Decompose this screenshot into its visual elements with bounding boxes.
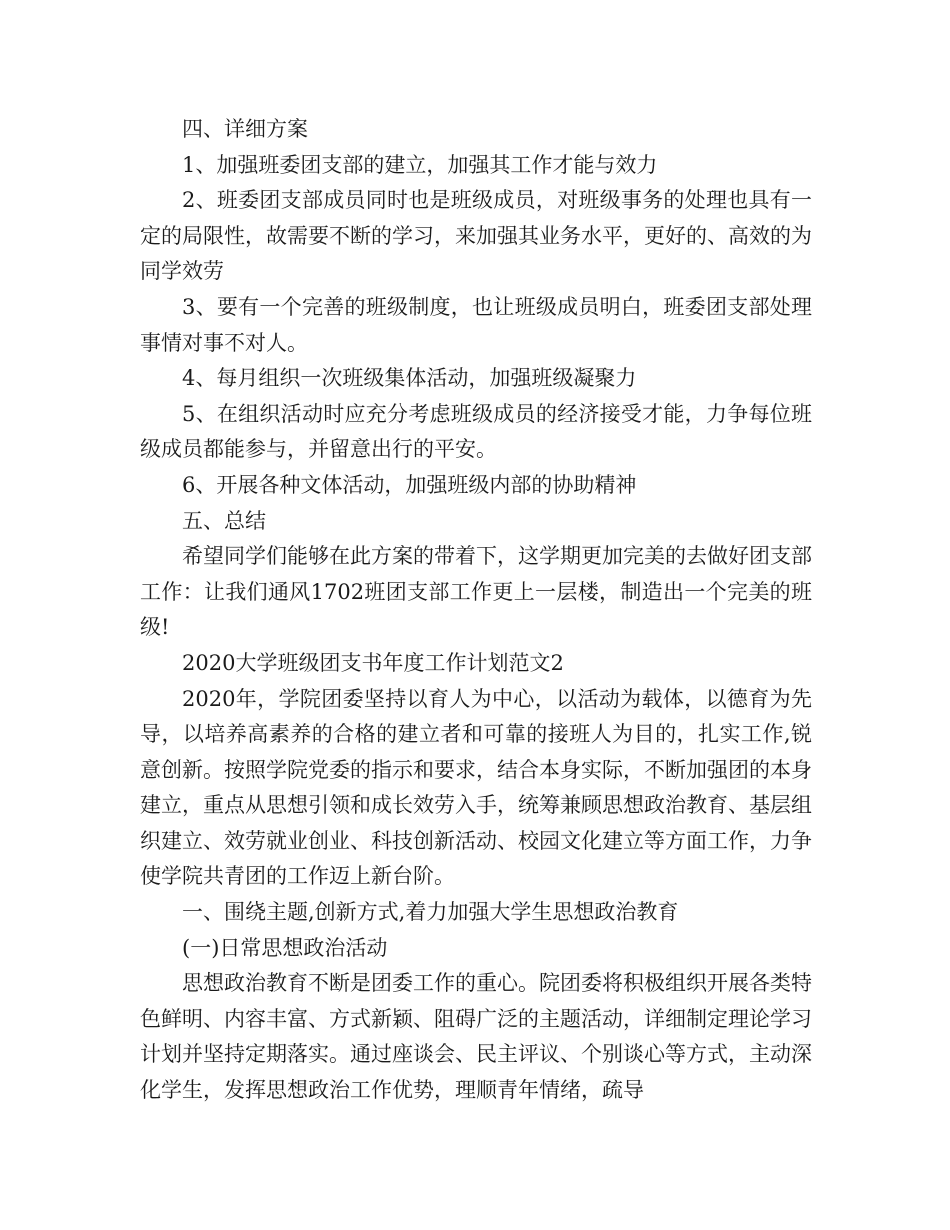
document-title-sample-2: 2020大学班级团支书年度工作计划范文2 xyxy=(182,650,564,675)
document-body xyxy=(140,112,812,1109)
paragraph: 2、班委团支部成员同时也是班级成员，对班级事务的处理也具有一定的局限性，故需要不断的学习，来加强其业务水平，更好的、高效的为同学效劳 xyxy=(140,188,812,284)
paragraph: 3、要有一个完善的班级制度，也让班级成员明白，班委团支部处理事情对事不对人。 xyxy=(140,294,812,355)
paragraph: 5、在组织活动时应充分考虑班级成员的经济接受才能，力争每位班级成员都能参与，并留意出行的平安。 xyxy=(140,401,812,462)
subsection-heading-daily-activities: (一)日常思想政治活动 xyxy=(182,935,388,960)
section-heading-detailed-plan: 四、详细方案 xyxy=(182,117,308,141)
section-heading-ideological-education: 一、围绕主题,创新方式,着力加强大学生思想政治教育 xyxy=(182,900,679,925)
section-heading-summary: 五、总结 xyxy=(182,508,266,533)
paragraph: 4、每月组织一次班级集体活动，加强班级凝聚力 xyxy=(182,366,637,391)
paragraph: 2020年，学院团委坚持以育人为中心，以活动为载体，以德育为先导，以培养高素养的合格的建立者和可靠的接班人为目的，扎实工作,锐意创新。按照学院党委的指示和要求，结合本身实际，不断加强团的本身建立，重点从思想引领和成长效劳入手，统筹兼顾思想政治教育、基层组织建立、效劳就业创业、科技创新活动、校园文化建立等方面工作，力争使学院共青团的工作迈上新台阶。 xyxy=(140,686,812,889)
paragraph: 希望同学们能够在此方案的带着下，这学期更加完美的去做好团支部工作：让我们通风1702班团支部工作更上一层楼，制造出一个完美的班级! xyxy=(140,544,812,640)
paragraph: 6、开展各种文体活动，加强班级内部的协助精神 xyxy=(182,472,637,497)
paragraph: 1、加强班委团支部的建立，加强其工作才能与效力 xyxy=(182,152,658,177)
paragraph: 思想政治教育不断是团委工作的重心。院团委将积极组织开展各类特色鲜明、内容丰富、方式新颖、阻碍广泛的主题活动，详细制定理论学习计划并坚持定期落实。通过座谈会、民主评议、个别谈心等方式，主动深化学生，发挥思想政治工作优势，理顺青年情绪，疏导 xyxy=(140,971,812,1103)
